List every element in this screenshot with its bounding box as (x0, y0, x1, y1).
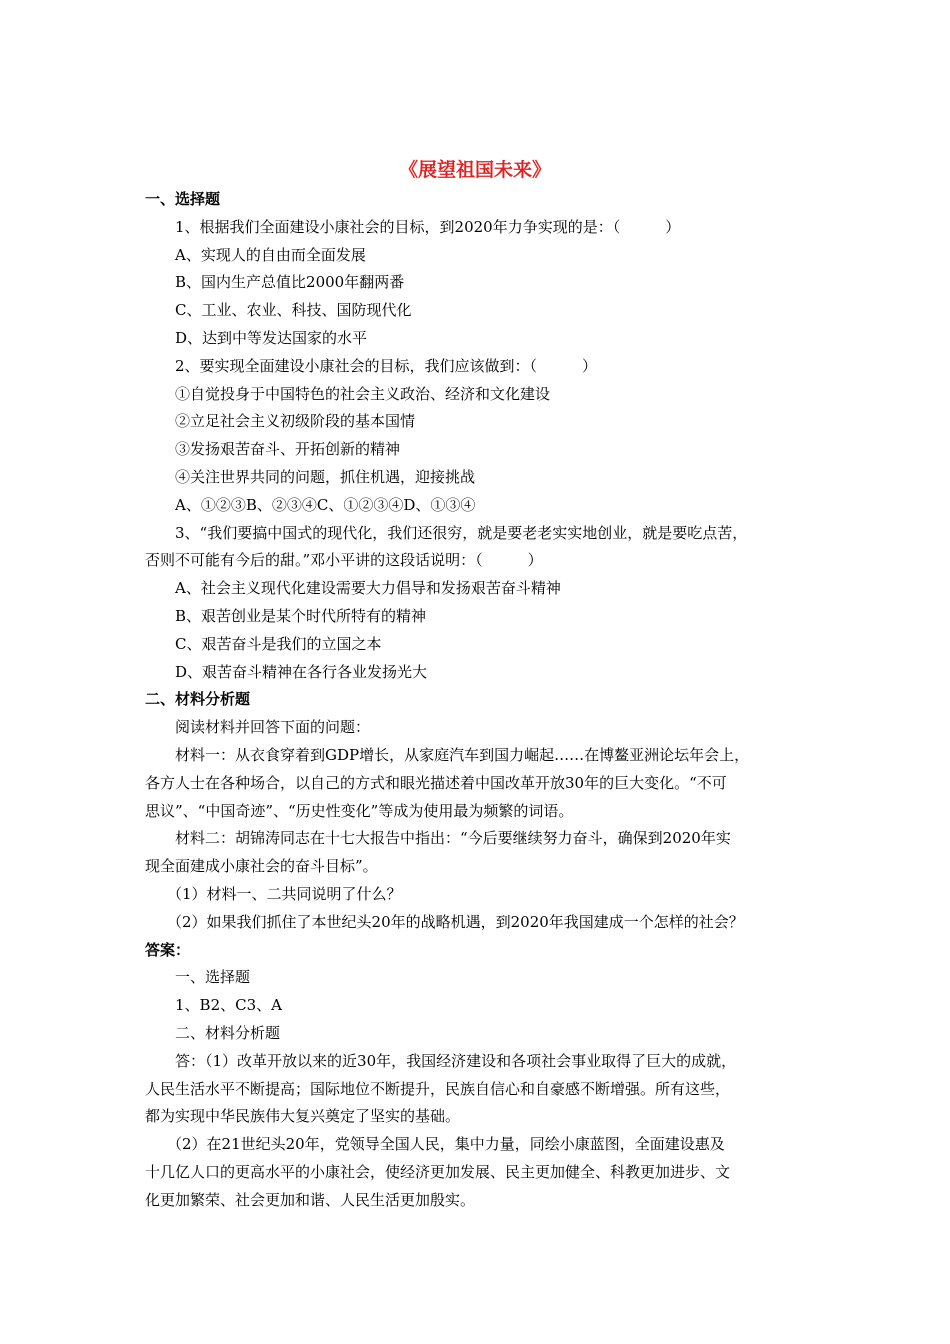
question-1-option-a: A、实现人的自由而全面发展 (175, 245, 366, 264)
question-2-item-1: ①自觉投身于中国特色的社会主义政治、经济和文化建设 (175, 384, 551, 403)
question-1-option-c: C、工业、农业、科技、国防现代化 (175, 301, 412, 320)
question-2-stem: 2、要实现全面建设小康社会的目标，我们应该做到：（ ） (175, 356, 598, 375)
answer-1-line-3: 都为实现中华民族伟大复兴奠定了坚实的基础。 (145, 1107, 461, 1126)
answer-1-line-2: 人民生活水平不断提高；国际地位不断提升，民族自信心和自豪感不断增强。所有这些， (145, 1079, 731, 1098)
material-1-line-2: 各方人士在各种场合，以自己的方式和眼光描述着中国改革开放30年的巨大变化。“不可 (145, 773, 727, 792)
question-2-item-3: ③发扬艰苦奋斗、开拓创新的精神 (175, 440, 401, 459)
question-2-item-4: ④关注世界共同的问题，抓住机遇，迎接挑战 (175, 467, 476, 486)
question-3-option-c: C、艰苦奋斗是我们的立国之本 (175, 634, 382, 653)
section-heading-choice: 一、选择题 (145, 190, 221, 208)
question-3-option-a: A、社会主义现代化建设需要大力倡导和发扬艰苦奋斗精神 (175, 579, 561, 598)
material-intro: 阅读材料并回答下面的问题： (175, 718, 371, 737)
answers-material-heading: 二、材料分析题 (175, 1023, 281, 1042)
answer-1-line-1: 答：（1）改革开放以来的近30年，我国经济建设和各项社会事业取得了巨大的成就， (175, 1051, 737, 1070)
answers-choice-values: 1、B2、C3、A (175, 996, 282, 1015)
question-3-option-b: B、艰苦创业是某个时代所特有的精神 (175, 606, 427, 625)
question-1-option-b: B、国内生产总值比2000年翻两番 (175, 273, 405, 292)
question-3-stem-line-1: 3、“我们要搞中国式的现代化，我们还很穷，就是要老老实实地创业，就是要吃点苦， (175, 523, 748, 542)
question-1-option-d: D、达到中等发达国家的水平 (175, 328, 368, 347)
answers-choice-heading: 一、选择题 (175, 968, 251, 987)
answer-2-line-3: 化更加繁荣、社会更加和谐、人民生活更加殷实。 (145, 1190, 476, 1209)
question-2-options: A、①②③B、②③④C、①②③④D、①③④ (175, 495, 476, 514)
question-1-stem: 1、根据我们全面建设小康社会的目标，到2020年力争实现的是：（ ） (175, 217, 681, 236)
material-question-1: （1）材料一、二共同说明了什么？ (167, 884, 402, 903)
question-3-option-d: D、艰苦奋斗精神在各行各业发扬光大 (175, 662, 428, 681)
material-2-line-2: 现全面建成小康社会的奋斗目标”。 (145, 857, 378, 876)
material-2-line-1: 材料二：胡锦涛同志在十七大报告中指出：“今后要继续努力奋斗，确保到2020年实 (175, 829, 731, 848)
question-3-stem-line-2: 否则不可能有今后的甜。”邓小平讲的这段话说明：（ ） (145, 551, 543, 570)
question-2-item-2: ②立足社会主义初级阶段的基本国情 (175, 412, 416, 431)
document-body (145, 186, 815, 1214)
material-question-2: （2）如果我们抓住了本世纪头20年的战略机遇，到2020年我国建成一个怎样的社会？ (167, 912, 744, 931)
material-1-line-3: 思议”、“中国奇迹”、“历史性变化”等成为使用最为频繁的词语。 (145, 801, 574, 820)
material-1-line-1: 材料一：从衣食穿着到GDP增长，从家庭汽车到国力崛起……在博鳌亚洲论坛年会上， (175, 745, 750, 764)
section-heading-material: 二、材料分析题 (145, 690, 251, 709)
answer-2-line-2: 十几亿人口的更高水平的小康社会，使经济更加发展、民主更加健全、科教更加进步、文 (145, 1162, 731, 1181)
answers-heading: 答案： (145, 940, 191, 959)
document-title: 《展望祖国未来》 (398, 159, 551, 181)
answer-2-line-1: （2）在21世纪头20年，党领导全国人民，集中力量，同绘小康蓝图，全面建设惠及 (167, 1135, 725, 1154)
